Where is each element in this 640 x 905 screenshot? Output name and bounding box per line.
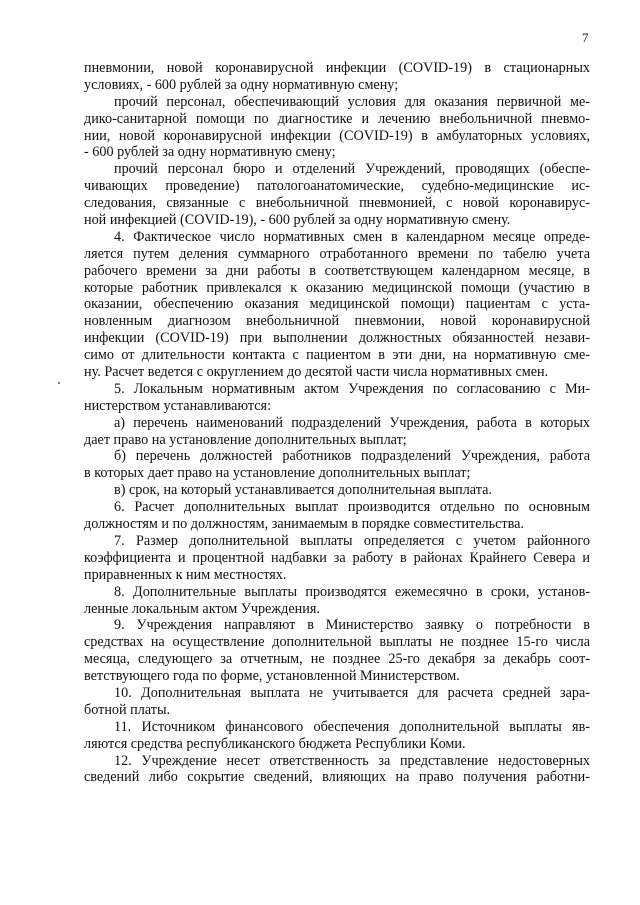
text-line: средствах на осуществление дополнительной выплаты не позднее 15-го числа: [84, 634, 590, 651]
text-line: симо от длительности контакта с пациентом в эти дни, на нормативную сме-: [84, 347, 590, 364]
paragraph: [84, 381, 590, 415]
text-line: инфекции (COVID-19) при выполнении должностных обязанностей незави-: [84, 330, 590, 347]
paragraph: [84, 685, 590, 719]
document-body: [84, 60, 590, 786]
paragraph: [84, 719, 590, 753]
text-line: рабочего времени за дни работы в соответствующем календарном месяце, в: [84, 262, 590, 279]
text-line: дает право на установление дополнительных выплат;: [84, 431, 407, 448]
text-line: а) перечень наименований подразделений Учреждения, работа в которых: [114, 414, 590, 431]
text-line: ну. Расчет ведется с округлением до десятой части числа нормативных смен.: [84, 364, 549, 381]
paragraph: [84, 161, 590, 229]
paragraph: [84, 753, 590, 787]
text-line: прочий персонал бюро и отделений Учреждений, проводящих (обеспе-: [114, 161, 590, 178]
paragraph: [84, 482, 590, 499]
text-line: 11. Источником финансового обеспечения дополнительной выплаты яв-: [114, 718, 590, 735]
text-line: 10. Дополнительная выплата не учитывается для расчета средней зара-: [114, 684, 590, 701]
text-line: б) перечень должностей работников подразделений Учреждения, работа: [114, 448, 590, 465]
text-line: 9. Учреждения направляют в Министерство заявку о потребности в: [114, 617, 590, 634]
text-line: приравненных к ним местностях.: [84, 566, 287, 583]
page-number: 7: [582, 30, 589, 45]
text-line: прочий персонал, обеспечивающий условия для оказания первичной ме-: [114, 93, 590, 110]
paragraph: [84, 415, 590, 449]
text-line: - 600 рублей за одну нормативную смену;: [84, 144, 336, 161]
text-line: нистерством устанавливаются:: [84, 397, 272, 414]
paragraph: [84, 617, 590, 685]
text-line: сведений либо сокрытие сведений, влияющих на право получения работни-: [84, 769, 590, 786]
text-line: должностям и по должностям, занимаемым в порядке совместительства.: [84, 516, 524, 533]
text-line: оказании, обеспечению оказания медицинской помощи) пациентам с уста-: [84, 296, 590, 313]
text-line: месяца, следующего за отчетным, не позднее 25-го декабря за декабрь соот-: [84, 651, 590, 668]
text-line: ботной платы.: [84, 701, 171, 718]
text-line: 8. Дополнительные выплаты производятся ежемесячно в сроки, установ-: [114, 583, 590, 600]
text-line: ляется путем деления суммарного отработанного времени по табелю учета: [84, 245, 590, 262]
paragraph: [84, 94, 590, 162]
text-line: которые работник привлекался к оказанию медицинской помощи (участию в: [84, 279, 590, 296]
text-line: в) срок, на который устанавливается дополнительная выплата.: [114, 482, 492, 499]
text-line: дико-санитарной помощи по диагностике и лечению внебольничной пневмо-: [84, 110, 590, 127]
text-line: чивающих проведение) патологоанатомические, судебно-медицинские ис-: [84, 178, 590, 195]
paragraph: [84, 584, 590, 618]
text-line: нии, новой коронавирусной инфекции (COVID-19) в амбулаторных условиях,: [84, 127, 590, 144]
text-line: новленным диагнозом внебольничной пневмонии, новой коронавирусной: [84, 313, 590, 330]
paragraph: [84, 229, 590, 381]
text-line: в которых дает право на установление дополнительных выплат;: [84, 465, 471, 482]
paragraph: [84, 499, 590, 533]
text-line: ветствующего года по форме, установленной Министерством.: [84, 668, 460, 685]
text-line: условиях, - 600 рублей за одну нормативную смену;: [84, 76, 399, 93]
paragraph: [84, 60, 590, 94]
text-line: следования, связанные с внебольничной пневмонией, с новой коронавирус-: [84, 195, 590, 212]
text-line: 6. Расчет дополнительных выплат производится отдельно по основным: [114, 499, 590, 516]
text-line: 12. Учреждение несет ответственность за представление недостоверных: [114, 752, 590, 769]
paragraph: [84, 448, 590, 482]
text-line: ляются средства республиканского бюджета Республики Коми.: [84, 735, 466, 752]
text-line: 5. Локальным нормативным актом Учреждения по согласованию с Ми-: [114, 380, 590, 397]
text-line: пневмонии, новой коронавирусной инфекции (COVID-19) в стационарных: [84, 60, 590, 76]
text-line: коэффициента и процентной надбавки за работу в районах Крайнего Севера и: [84, 549, 590, 566]
text-line: 7. Размер дополнительной выплаты определяется с учетом районного: [114, 532, 590, 549]
paragraph: [84, 533, 590, 584]
text-line: ленные локальным актом Учреждения.: [84, 600, 320, 617]
text-line: ной инфекцией (COVID-19), - 600 рублей за одну нормативную смену.: [84, 212, 511, 229]
text-line: 4. Фактическое число нормативных смен в календарном месяце опреде-: [114, 228, 590, 245]
margin-mark: [58, 382, 60, 384]
